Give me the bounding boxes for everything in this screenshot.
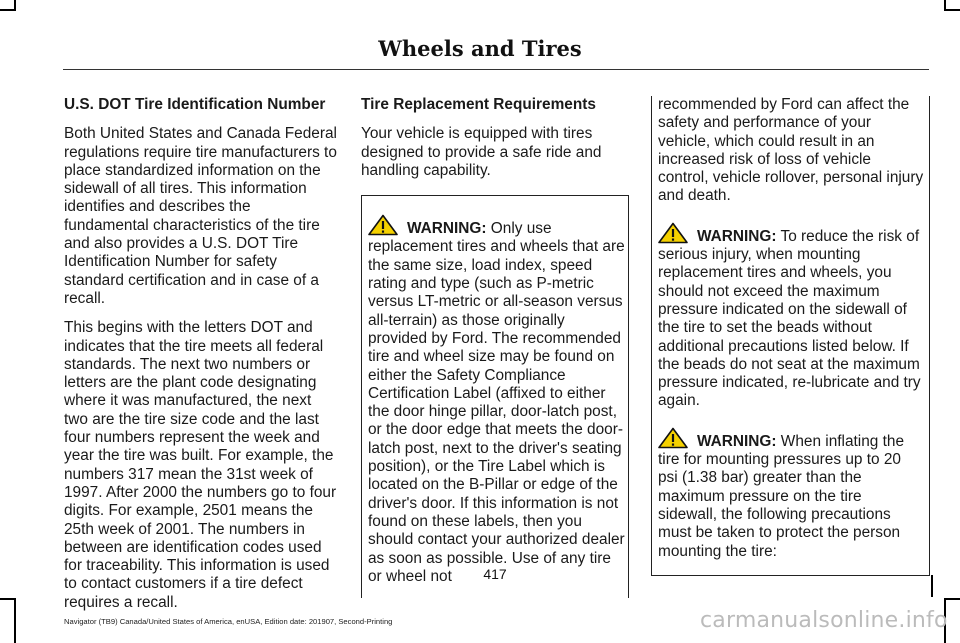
section-heading-dot-tin: U.S. DOT Tire Identification Number (64, 96, 326, 113)
page-number: 417 (483, 566, 507, 582)
paragraph: This begins with the letters DOT and indicates that the tire meets all federal standards. The next two numbers or letters are the plant code designating where it was manufactured, the next two are the tire size code and the last four numbers represent the week and year the tire was built. For example, the numbers 317 mean the 31st week of 1997. After 2000 the numbers go to four digits. For example, 2501 means the 25th week of 2001. The numbers in between are identification codes used for traceability. This information is used to contact customers if a tire defect requires a recall. (64, 319, 337, 611)
crop-mark (944, 598, 960, 600)
warning-box (361, 195, 629, 588)
warning-text: When inflating the tire for mounting pressures up to 20 psi (1.38 bar) greater than the maximum pressure on the tire sidewall, the following precautions must be taken to protect the person mounting the tire: (658, 432, 904, 560)
warning-label: WARNING: (407, 220, 487, 238)
column-1 (64, 96, 338, 623)
warning-triangle-icon (658, 427, 692, 449)
crop-mark (944, 0, 946, 10)
warning-triangle-icon (658, 222, 692, 244)
warning-triangle-icon (368, 214, 402, 236)
crop-mark (944, 9, 960, 11)
warning-text: To reduce the risk of serious injury, when mounting replacement tires and wheels, you should not exceed the maximum pressure indicated on the sidewall of the tire to set the beads without additional precautions listed below. If the beads do not seat at the maximum pressure indicated, re-lubricate and try again. (658, 227, 921, 410)
page-title: Wheels and Tires (378, 36, 582, 61)
warning-block (658, 427, 924, 561)
warning-label: WARNING: (697, 227, 777, 245)
crop-mark (14, 598, 16, 643)
warning-box-continuation (361, 588, 629, 598)
paragraph: Your vehicle is equipped with tires designed to provide a safe ride and handling capability. (361, 125, 602, 179)
column-3 (657, 96, 925, 576)
warning-block (658, 222, 924, 411)
watermark: carmanualsonline.info (700, 608, 948, 633)
paragraph: Both United States and Canada Federal regulations require tire manufacturers to place standardized information on the sidewall of all tires. This information identifies and describes the fundamental characteristics of the tire and also provides a U.S. DOT Tire Identification Number for safety standard certification and in case of a recall. (64, 125, 337, 307)
crop-mark (14, 0, 16, 10)
warning-text: Only use replacement tires and wheels that are the same size, load index, speed rating and type (such as P-metric versus LT-metric or all-season versus all-terrain) as those originally provided by Ford. The recommended tire and wheel size may be found on either the Safety Compliance Certification Label (affixed to either the door hinge pillar, door-latch post, or the door edge that meets the door-latch post, next to the driver's seating position), or the Tire Label which is located on the B-Pillar or edge of the driver's door. If this information is not found on these labels, then you should contact your authorized dealer as soon as possible. Use of any tire or wheel not (368, 220, 625, 585)
warning-continued-text: recommended by Ford can affect the safety and performance of your vehicle, which could result in an increased risk of loss of vehicle control, vehicle rollover, personal injury and death. (658, 96, 924, 205)
column-2 (361, 96, 629, 598)
warning-label: WARNING: (697, 432, 777, 450)
warning-block (368, 214, 626, 586)
section-heading-tire-replacement: Tire Replacement Requirements (361, 96, 596, 113)
edition-footer: Navigator (TB9) Canada/United States of America, enUSA, Edition date: 201907, Second-Printing (64, 617, 393, 626)
warning-box-continued (651, 96, 930, 576)
header-divider (63, 69, 929, 70)
